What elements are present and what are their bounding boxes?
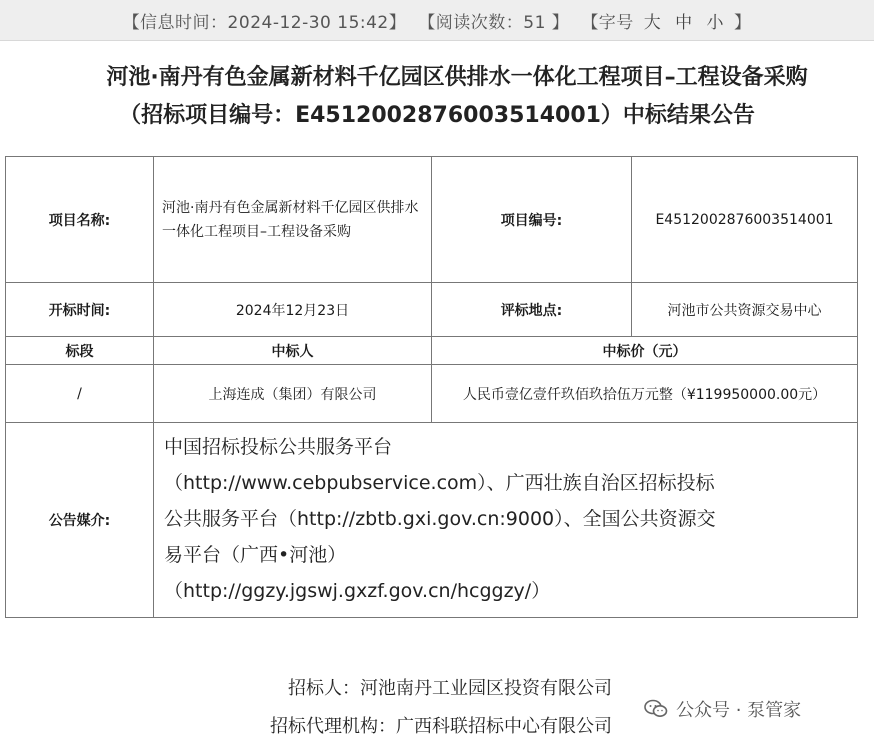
font-large-button[interactable]: 大: [643, 12, 662, 33]
section-header: 标段: [6, 337, 154, 365]
table-row: [6, 337, 858, 365]
winner-header: 中标人: [154, 337, 432, 365]
media-cell: [154, 423, 858, 618]
watermark-text: 公众号 · 泵管家: [676, 700, 802, 721]
font-size-control: [581, 8, 751, 33]
winner-value: 上海连成（集团）有限公司: [154, 365, 432, 423]
info-time: 【信息时间：2024-12-30 15:42】: [122, 12, 407, 33]
price-header: 中标价（元）: [432, 337, 858, 365]
table-row: [6, 365, 858, 423]
page-title-line2: （招标项目编号：E4512002876003514001）中标结果公告: [119, 103, 755, 128]
table-row: [6, 283, 858, 337]
media-line: （http://ggzy.jgswj.gxzf.gov.cn/hcggzy/）: [164, 580, 551, 602]
read-count: 【阅读次数：51 】: [418, 12, 570, 33]
media-label: 公告媒介:: [6, 423, 154, 618]
project-name-value: 河池·南丹有色金属新材料千亿园区供排水一体化工程项目–工程设备采购: [154, 157, 432, 283]
section-value: /: [6, 365, 154, 423]
project-no-value: E4512002876003514001: [632, 157, 858, 283]
project-no-label: 项目编号:: [432, 157, 632, 283]
media-line: 公共服务平台（http://zbtb.gxi.gov.cn:9000）、全国公共资源交: [164, 508, 716, 530]
eval-place-value: 河池市公共资源交易中心: [632, 283, 858, 337]
eval-place-label: 评标地点:: [432, 283, 632, 337]
page-title-line1: 河池·南丹有色金属新材料千亿园区供排水一体化工程项目–工程设备采购: [106, 65, 808, 90]
open-time-value: 2024年12月23日: [154, 283, 432, 337]
font-small-button[interactable]: 小: [706, 12, 725, 33]
tenderer-line: 招标人：河池南丹工业园区投资有限公司: [288, 678, 612, 699]
font-medium-button[interactable]: 中: [675, 12, 693, 33]
project-name-label: 项目名称:: [6, 157, 154, 283]
result-table: [5, 156, 858, 618]
media-line: （http://www.cebpubservice.com）、广西壮族自治区招标投标: [164, 472, 715, 494]
watermark: [640, 694, 805, 724]
agency-line: 招标代理机构：广西科联招标中心有限公司: [270, 716, 612, 737]
media-line: 中国招标投标公共服务平台: [164, 436, 393, 458]
table-row: [6, 157, 858, 283]
table-row: [6, 423, 858, 618]
wechat-icon: [644, 699, 668, 719]
font-size-label: 【字号: [581, 12, 634, 33]
media-line: 易平台（广西•河池）: [164, 544, 347, 566]
open-time-label: 开标时间:: [6, 283, 154, 337]
price-value: 人民币壹亿壹仟玖佰玖拾伍万元整（¥119950000.00元）: [432, 365, 858, 423]
info-bar: [0, 0, 874, 41]
font-size-close: 】: [733, 12, 752, 33]
